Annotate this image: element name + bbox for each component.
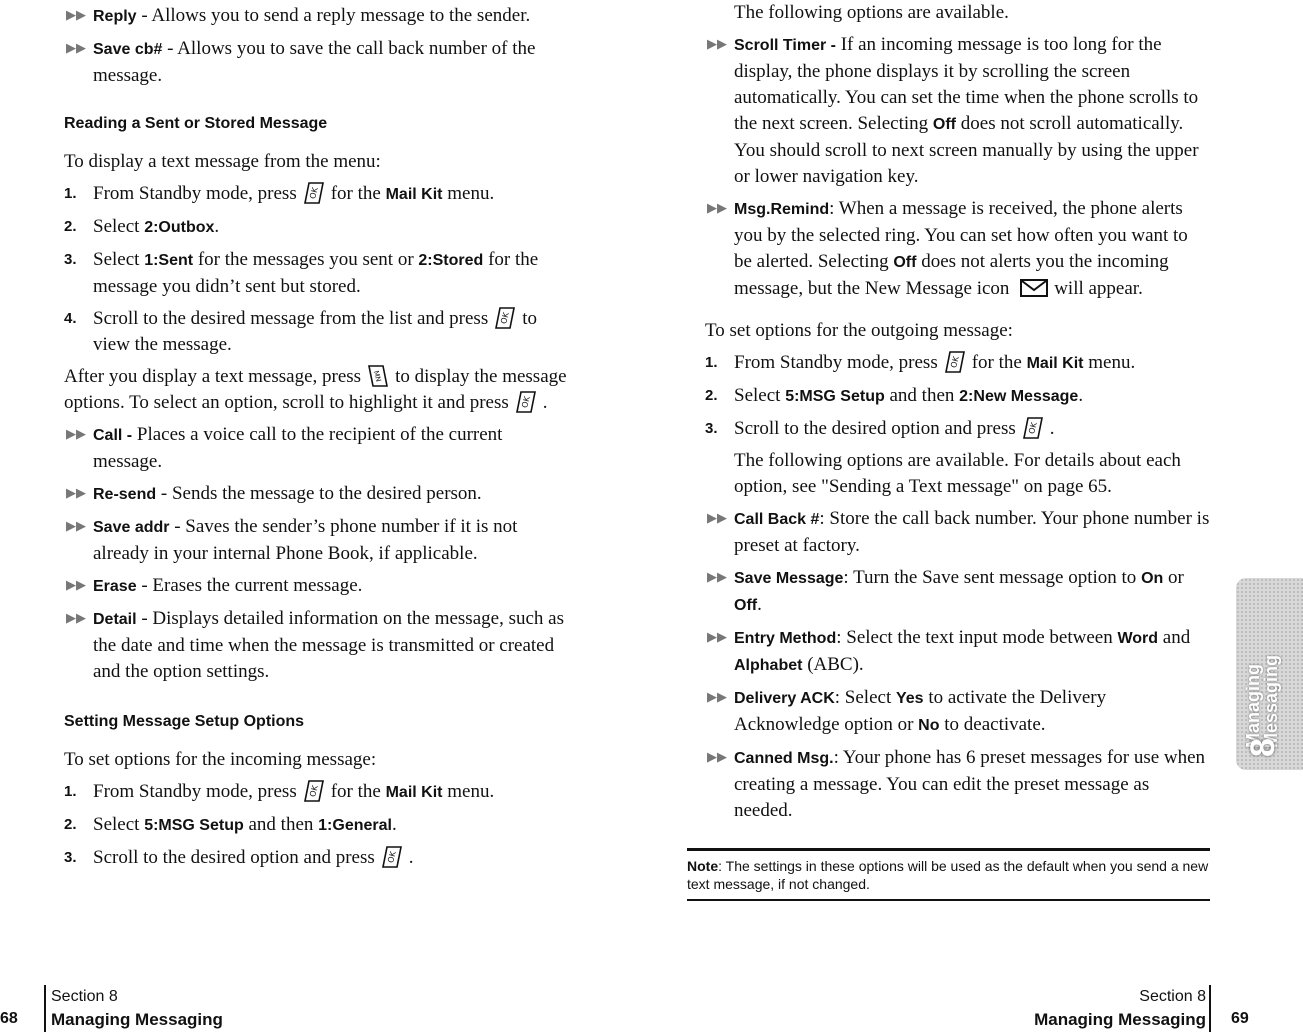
bullet-erase: ▶▶ Erase - Erases the current message.: [64, 573, 569, 600]
step-item: 2. Select 5:MSG Setup and then 1:General.: [64, 814, 397, 835]
bullet-arrow-icon: ▶▶: [66, 41, 86, 56]
left-page: [64, 0, 569, 877]
right-footer: Section 8 Managing Messaging 69: [900, 985, 1303, 1032]
bullet-reply: ▶▶ Reply - Allows you to send a reply message to the sender.: [64, 3, 569, 30]
step-item: 3. Scroll to the desired option and press .: [64, 847, 414, 868]
paragraph: The following options are available. For details about each option, see "Sending a Text message" on page 65.: [734, 450, 1181, 497]
page-number: 68: [0, 1010, 18, 1027]
step-item: 1. From Standby mode, press for the Mail Kit menu.: [705, 352, 1136, 373]
note-box: Note: The settings in these options will be used as the default when you send a new text message, if not changed.: [687, 848, 1210, 901]
bullet-call-back: ▶▶ Call Back #: Store the call back number. Your phone number is preset at factory.: [707, 508, 1210, 556]
bullet-msg-remind: ▶▶ Msg.Remind: When a message is received, the phone alerts you by the selected ring. You can set how often you want to be alerted. Selecting Off does not alerts you the incoming message, but the New Message icon will appear.: [707, 198, 1188, 299]
bullet-scroll-timer: ▶▶ Scroll Timer - If an incoming message is too long for the display, the phone displays it by scrolling the screen automatically. You can set the time when the phone scrolls to the next screen. Selecting Off does not scroll automatically. You should scroll to next screen manually by using the upper or lower navigation key.: [707, 34, 1199, 187]
bullet-arrow-icon: ▶▶: [707, 37, 727, 52]
section-tab: [1236, 578, 1303, 770]
section-tab-label: Managing Messaging: [1243, 654, 1281, 748]
bullet-canned-msg: ▶▶ Canned Msg.: Your phone has 6 preset messages for use when creating a message. You can edit the preset message as needed.: [707, 747, 1206, 821]
bullet-arrow-icon: ▶▶: [66, 486, 86, 501]
bullet-arrow-icon: ▶▶: [66, 427, 86, 442]
step-item: 1. From Standby mode, press for the Mail Kit menu.: [64, 183, 495, 204]
paragraph: To display a text message from the menu:: [64, 151, 381, 172]
ok-key-icon: [494, 306, 516, 330]
new-message-icon: [1020, 279, 1048, 297]
step-item: 3. Scroll to the desired option and press .: [705, 418, 1055, 439]
page-number: 69: [1231, 1010, 1249, 1027]
bullet-save-message: ▶▶ Save Message: Turn the Save sent message option to On or Off.: [707, 567, 1184, 615]
ok-key-icon: [1022, 416, 1044, 440]
bullet-save-addr: ▶▶ Save addr - Saves the sender’s phone number if it is not already in your internal Phone Book, if applicable.: [66, 516, 518, 564]
bullet-detail: ▶▶ Detail - Displays detailed information on the message, such as the date and time when the message is transmitted or created and the option settings.: [66, 608, 564, 682]
section-heading: Setting Message Setup Options: [64, 713, 305, 730]
ok-key-icon: [944, 350, 966, 374]
step-item: 4. Scroll to the desired message from the list and press to view the message.: [64, 308, 537, 355]
bullet-arrow-icon: ▶▶: [707, 511, 727, 526]
step-item: 2. Select 5:MSG Setup and then 2:New Message.: [705, 385, 1084, 406]
step-item: 1. From Standby mode, press for the Mail Kit menu.: [64, 781, 495, 802]
paragraph: The following options are available.: [734, 2, 1009, 23]
paragraph: After you display a text message, press to display the message options. To select an option, scroll to highlight it and press .: [64, 366, 567, 413]
paragraph: To set options for the incoming message:: [64, 749, 377, 770]
bullet-arrow-icon: ▶▶: [66, 8, 86, 23]
ok-key-icon: [515, 390, 537, 414]
step-item: 2. Select 2:Outbox.: [64, 216, 220, 237]
bullet-save-cb: ▶▶ Save cb# - Allows you to save the call back number of the message.: [66, 38, 536, 86]
ok-key-icon: [303, 779, 325, 803]
bullet-arrow-icon: ▶▶: [66, 519, 86, 534]
bullet-arrow-icon: ▶▶: [707, 570, 727, 585]
ok-key-icon: [303, 181, 325, 205]
bullet-arrow-icon: ▶▶: [707, 750, 727, 765]
bullet-arrow-icon: ▶▶: [707, 630, 727, 645]
menu-key-icon: [367, 364, 389, 388]
ok-key-icon: [381, 845, 403, 869]
bullet-entry-method: ▶▶ Entry Method: Select the text input mode between Word and Alphabet (ABC).: [707, 627, 1191, 675]
bullet-arrow-icon: ▶▶: [66, 611, 86, 626]
bullet-resend: ▶▶ Re-send - Sends the message to the desired person.: [64, 481, 569, 508]
bullet-arrow-icon: ▶▶: [707, 201, 727, 216]
section-heading: Reading a Sent or Stored Message: [64, 115, 328, 132]
bullet-call: ▶▶ Call - Places a voice call to the recipient of the current message.: [66, 424, 503, 472]
bullet-arrow-icon: ▶▶: [66, 578, 86, 593]
bullet-arrow-icon: ▶▶: [707, 690, 727, 705]
left-footer: Section 8 Managing Messaging 68: [0, 985, 640, 1032]
section-tab-number: 8: [1243, 738, 1282, 757]
step-item: 3. Select 1:Sent for the messages you sent or 2:Stored for the message you didn’t sent but stored.: [64, 249, 539, 297]
bullet-delivery-ack: ▶▶ Delivery ACK: Select Yes to activate the Delivery Acknowledge option or No to deactivate.: [707, 687, 1107, 735]
right-page: [687, 0, 1210, 901]
paragraph: To set options for the outgoing message:: [705, 320, 1013, 341]
